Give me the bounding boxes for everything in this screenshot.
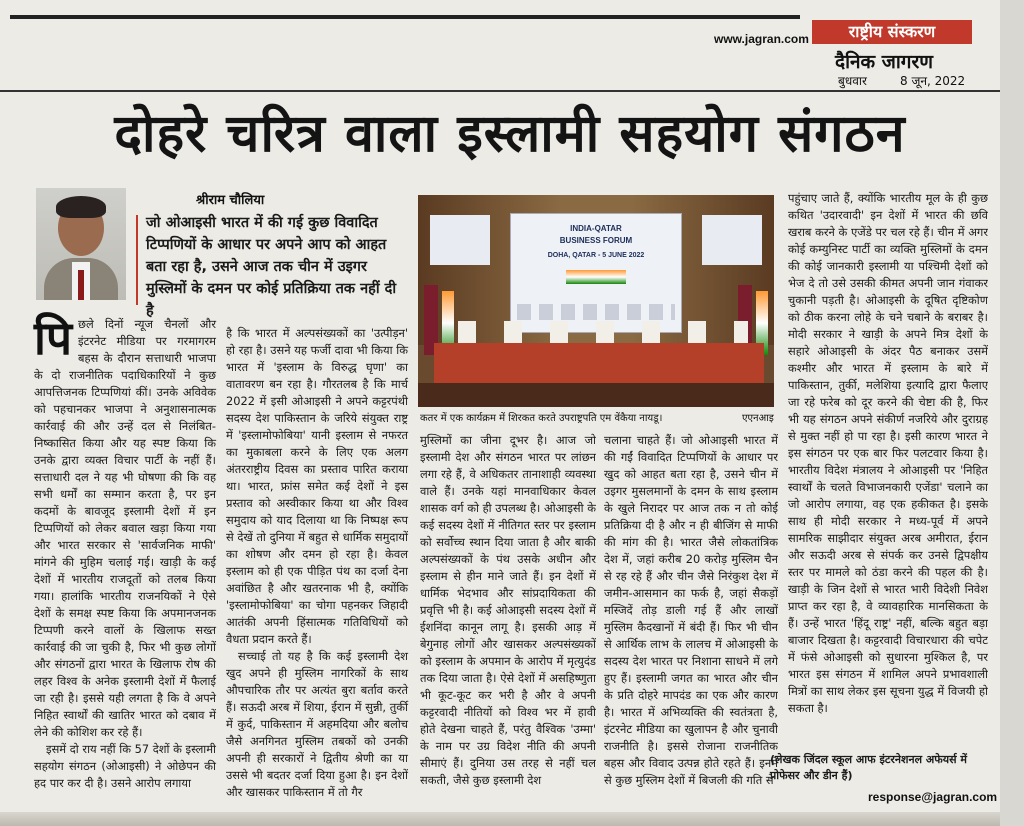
column-5: [788, 190, 988, 750]
column-4-text: चलाना चाहते हैं। जो ओआइसी भारत में की गईं विवादित टिप्पणियों के आधार पर खुद को आहत बता रहा है, उसने चीन में उइगर मुसलमानों के दमन के साथ इस्लाम के खुले निरादर पर आज तक न तो कोई प्रतिक्रिया दी है और न ही बीजिंग से माफी की मांग की है। भारत जैसे लोकतांत्रिक देश में, जहां करीब 20 करोड़ मुस्लिम चैन से रह रहे हैं और चीन जैसे निरंकुश देश में जमीन-आसमान का फर्क है, जहां सैकड़ों मस्जिदें तोड़ डाली गई हैं और लाखों मुस्लिम कैदखानों में बंदी हैं। फिर भी चीन से आर्थिक लाभ के लालच में ओआइसी के सदस्य देश भारत पर निशाना साधने में लगे हुए हैं। इस्लामी जगत का भारत और चीन के प्रति दोहरे मापदंड का एक और कारण है। भारत में अभिव्यक्ति की स्वतंत्रता है, इंटरनेट मीडिया का खुलापन है और चुनावी राजनीति है। इससे रोजाना राजनीतिक बहस और विवाद उत्पन्न होते रहते हैं। इनमें से कुछ मुस्लिम देशों में बिजली की गति से: [604, 433, 778, 787]
drop-cap: पि: [34, 311, 73, 365]
photo-caption: कतर में एक कार्यक्रम में शिरकत करते उपराष्ट्रपति एम वेंकैया नायडू।: [420, 413, 663, 424]
masthead: [0, 0, 1000, 88]
deck-accent: [136, 215, 138, 305]
issue-date: 8 जून, 2022: [900, 74, 966, 88]
top-rule: [10, 15, 800, 19]
article-headline: दोहरे चरित्र वाला इस्लामी सहयोग संगठन: [114, 104, 906, 164]
author-bio: (लेखक जिंदल स्कूल आफ इंटरनेशनल अफेयर्स में प्रोफेसर और डीन हैं): [770, 753, 967, 782]
column-2-text: है कि भारत में अल्पसंख्यकों का 'उत्पीड़न' हो रहा है। उसने यह फर्जी दावा भी किया कि भारत में 'इस्लाम के विरुद्ध घृणा' का वातावरण बन रहा है। गौरतलब है कि मार्च 2022 में इसी ओआइसी ने अपने कट्टरपंथी सदस्य देश पाकिस्तान के जरिये संयुक्त राष्ट्र में 'इस्लामोफोबिया' यानी इस्लाम से नफरत का मुकाबला करने के लिए एक अलग अंतरराष्ट्रीय दिवस का प्रस्ताव पारित कराया था। भारत, फ्रांस समेत कई देशों ने इस प्रस्ताव को अस्वीकार किया था और विश्व समुदाय को याद दिलाया था कि निष्पक्ष रूप से देखें तो दुनिया में बहुत से धार्मिक समुदायों का शोषण और दमन हो रहा है। केवल इस्लाम को ही एक पीड़ित पंथ का दर्जा देना अवांछित है और खतरनाक भी है, क्योंकि 'इस्लामोफोबिया' का चोगा पहनकर जिहादी आतंकी अपनी हिंसात्मक गतिविधियों को वैधता प्रदान करते हैं।: [226, 326, 408, 646]
column-1-text: छले दिनों न्यूज चैनलों और इंटरनेट मीडिया पर गरमागरम बहस के दौरान सत्ताधारी भाजपा के दो राजनीतिक पदाधिकारियों ने कुछ आपत्तिजनक टिप्पणियां कीं। उनके अविवेक को पहचानकर भाजपा ने अनुशासनात्मक कार्रवाई की और उन्हें दल से निलंबित-निष्कासित किया और यह स्पष्ट किया कि उनके द्वारा व्यक्त विचार पार्टी के नहीं हैं। सत्ताधारी दल ने यह भी घोषणा की कि वह सभी धर्मों का सम्मान करता है, पर इन कदमों के बावजूद इस्लामी देशों में इन टिप्पणियों को लेकर बवाल खड़ा किया गया और भारत सरकार से 'सार्वजनिक माफी' मांगने की मुहिम चलाई गई। खाड़ी के कई देशों में भारतीय राजदूतों को तलब किया गया। हालांकि भारतीय राजनयिकों ने ऐसे देशों के समक्ष स्पष्ट किया कि अपमानजनक टिप्पणी करने वालों के खिलाफ सख्त कार्रवाई की जा चुकी है, फिर भी कुछ लोगों और संगठनों द्वारा भारत के खिलाफ रोष की लहर विश्व के अनेक इस्लामी देशों में फैलाई जा रही है। इससे यही लगता है कि वे अपने निहित स्वार्थों की खातिर भारत को दबाव में लेने की कोशिश कर रहे हैं।: [34, 317, 216, 739]
column-3-text: मुस्लिमों का जीना दूभर है। आज जो इस्लामी देश और संगठन भारत पर लांछन लगा रहे हैं, वे अधिकतर तानाशाही व्यवस्था वाले हैं। उनके यहां मानवाधिकार केवल शासक वर्ग को ही उपलब्ध है। ओआइसी के कई सदस्य देशों में नीतिगत स्तर पर इस्लाम को सर्वोच्च स्थान दिया जाता है और बाकी अल्पसंख्यकों के पंथ उसके अधीन और इस्लाम से हीन माने जाते हैं। इन देशों में धार्मिक भेदभाव और सांप्रदायिकता की प्रवृत्ति भी है। कई ओआइसी सदस्य देशों में ईशनिंदा कानून लागू है। इसकी आड़ में बेगुनाह लोगों और खासकर अल्पसंख्यकों को इस्लाम के अपमान के आरोप में मृत्युदंड तक दिया जाता है। ऐसे देशों में असहिष्णुता भी कूट-कूट कर भरी है और वे अपनी कट्टरवादी नीतियों को विश्व भर में हावी होते देखना चाहते हैं, परंतु वैश्विक 'उम्मा' के नाम पर उग्र विदेश नीति की अपनी सीमाएं हैं। दुनिया उस तरह से नहीं चल सकती, जैसे कुछ इस्लामी देश: [420, 433, 596, 787]
edition-banner: राष्ट्रीय संस्करण: [812, 20, 972, 44]
issue-day: बुधवार: [838, 74, 867, 88]
column-1-para-2: इसमें दो राय नहीं कि 57 देशों के इस्लामी सहयोग संगठन (ओआइसी) ने ओछेपन की हद पार कर दी है। उसने आरोप लगाया: [34, 742, 216, 790]
page-fold: [0, 812, 1000, 826]
screen-title: INDIA-QATAR: [570, 224, 622, 233]
news-photo: [418, 195, 774, 407]
column-2-para-2: सच्चाई तो यह है कि कई इस्लामी देश खुद अपने ही मुस्लिम नागरिकों के साथ औपचारिक तौर पर अत्यंत बुरा बर्ताव करते हैं। सऊदी अरब में शिया, ईरान में सुन्नी, तुर्की में कुर्द, पाकिस्तान में अहमदिया और बलोच जैसे अनगिनत मुस्लिम तबकों को उनकी अपनी ही सरकारों ने द्वितीय श्रेणी का या उससे भी बदतर दर्जा दिया हुआ है। इन देशों और खासकर पाकिस्तान में तो गैर: [226, 649, 408, 799]
photo-backdrop-screen: [510, 213, 682, 333]
header-divider: [0, 90, 1000, 92]
author-byline: श्रीराम चौलिया: [196, 193, 265, 208]
column-4: [604, 432, 778, 812]
article-deck: जो ओआइसी भारत में की गई कुछ विवादित टिप्पणियों के आधार पर अपने आप को आहत बता रहा है, उसने आज तक चीन में उइगर मुस्लिमों के दमन पर कोई प्रतिक्रिया तक नहीं दी है: [146, 215, 397, 319]
column-2: [226, 325, 408, 801]
screen-subtitle: BUSINESS FORUM: [559, 236, 633, 245]
column-3: [420, 432, 596, 812]
screen-date: DOHA, QATAR - 5 JUNE 2022: [547, 252, 645, 259]
photo-credit: एएनआइ: [742, 413, 774, 424]
column-5-text: पहुंचाए जाते हैं, क्योंकि भारतीय मूल के ही कुछ कथित 'उदारवादी' इन देशों में भारत की छवि खराब करने के एजेंडे पर चल रहे हैं। चीन में अगर कोई कम्युनिस्ट पार्टी का व्यक्ति मुस्लिमों के दमन की कोई जानकारी इस्लामी या पश्चिमी देशों को भेज दे तो उसे उसकी कीमत अपनी जान गंवाकर चुकानी पड़ती है। ओआइसी के दूषित दृष्टिकोण को ठीक करना लोहे के चने चबाने के बराबर है। मोदी सरकार ने खाड़ी के अपने मित्र देशों के सहारे ओआइसी के अंदर पैठ बनाकर उसमें कश्मीर और भारत में इस्लाम के बारे में पाकिस्तान, तुर्की, मलेशिया इत्यादि द्वारा फैलाए जा रहे फरेब को दूर करने की चेष्टा की है, फिर भी यह संगठन अपने संकीर्ण नजरिये और दुराग्रह से मुक्त नहीं हो पा रहा है। इसी कारण भारत ने इस संगठन पर एक बार फिर पलटवार किया है। भारतीय विदेश मंत्रालय ने ओआइसी पर 'निहित स्वार्थों के चलते विभाजनकारी एजेंडा' चलाने का जो आरोप लगाया, वह एक हकीकत है। इसके साथ ही मोदी सरकार ने मध्य-पूर्व में अपने सामरिक साझीदार संयुक्त अरब अमीरात, ईरान और सऊदी अरब से संपर्क कर उनसे द्विपक्षीय स्तर पर मामले को ठंडा करने की पहल की है। खाड़ी के जिन देशों से भारत भारी विदेशी निवेश प्राप्त कर रहा है, वे व्यावहारिक मानसिकता के हैं। उन्हें भारत 'हिंदू राष्ट्र' नहीं, बल्कि बहुत बड़ा बाजार दिखता है। कट्टरवादी विचारधारा की चपेट में फंसे ओआइसी को सुधारना मुश्किल है, पर भारत इस संगठन में शामिल अपने प्रभावशाली मित्रों का साथ लेकर इस सूचना युद्ध में विजयी हो सकता है।: [788, 191, 988, 715]
author-photo: [36, 188, 126, 300]
website-url: www.jagran.com: [714, 32, 809, 46]
column-1: [34, 311, 216, 792]
response-email: response@jagran.com: [868, 790, 998, 804]
paper-name: दैनिक जागरण: [835, 51, 933, 73]
